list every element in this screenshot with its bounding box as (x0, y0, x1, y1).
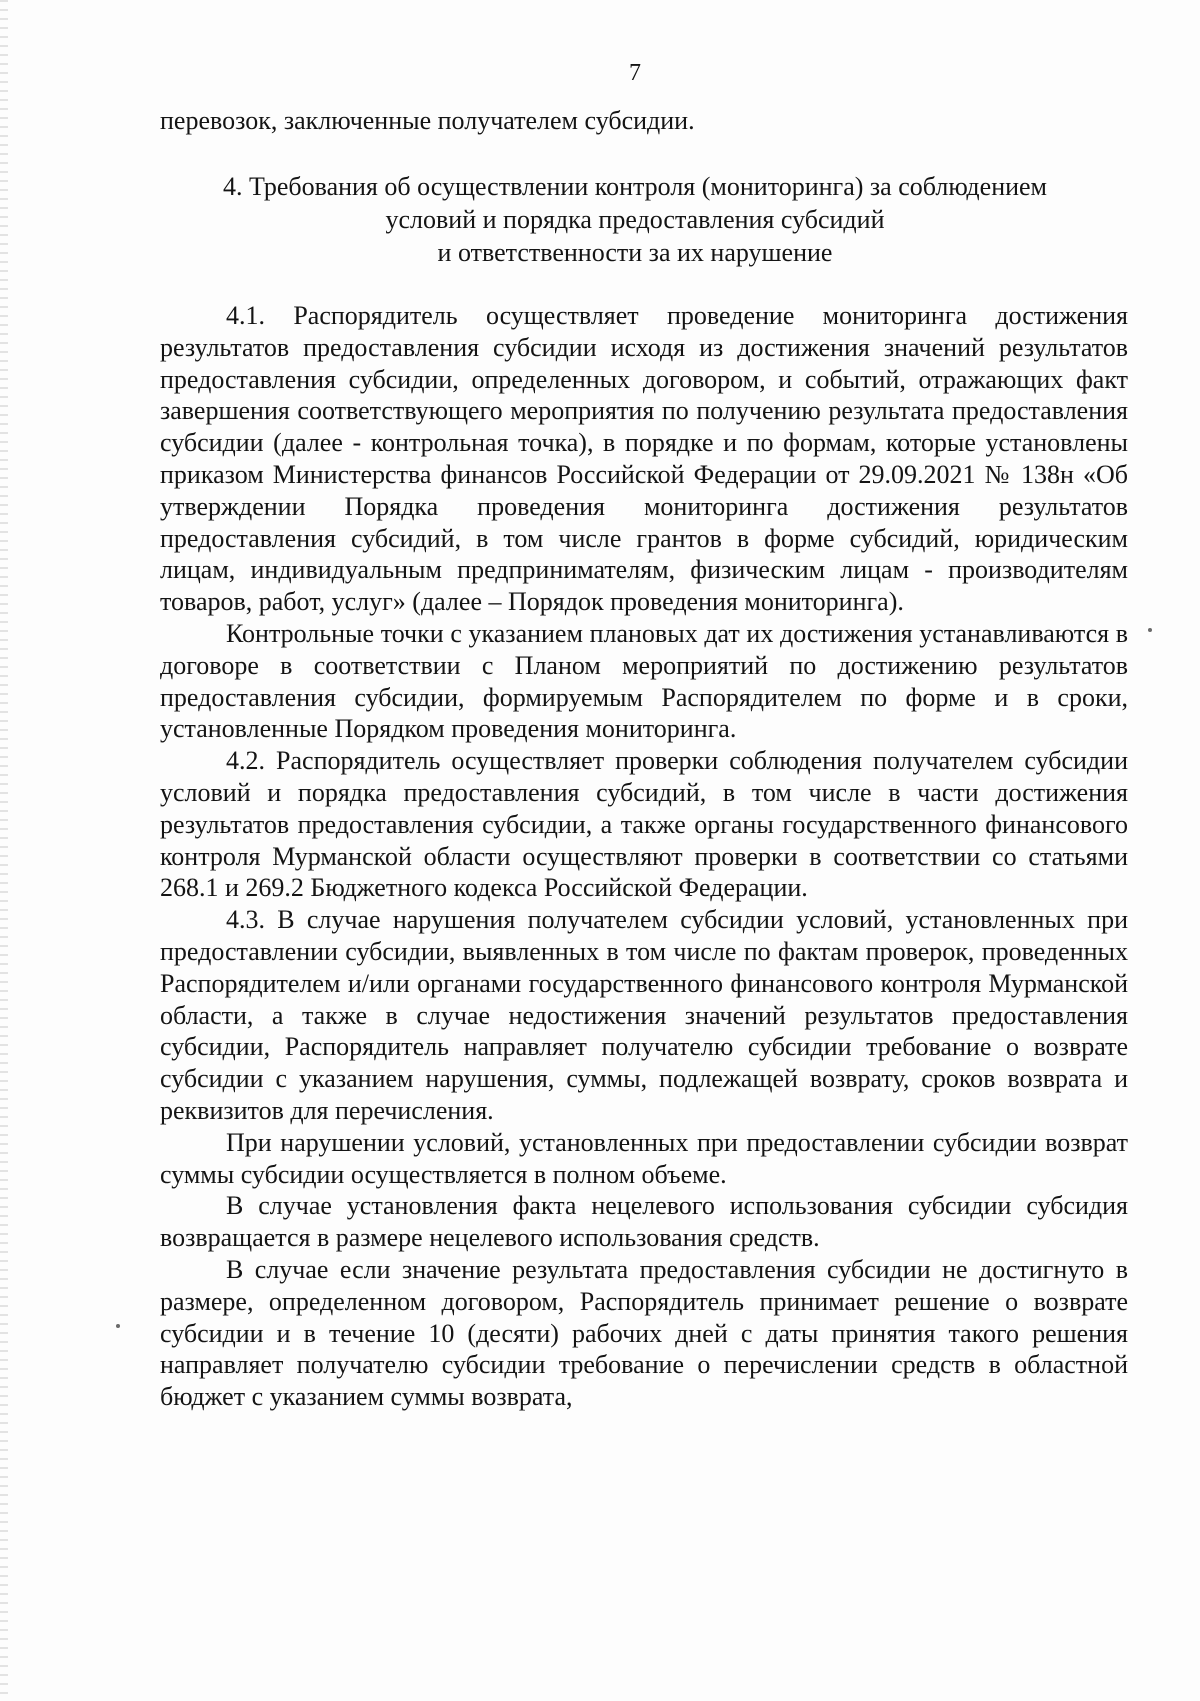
paragraph-4-3: 4.3. В случае нарушения получателем субсидии условий, установленных при предоставлении субсидии, выявленных в том числе по фактам проверок, проведенных Распорядителем и/или органами государственного финансового контроля Мурманской области, а также в случае недостижения значений результатов предоставления субсидии, Распорядитель направляет получателю субсидии требование о возврате субсидии с указанием нарушения, суммы, подлежащей возврату, сроков возврата и реквизитов для перечисления. (160, 905, 1128, 1125)
section-heading-line-1: 4. Требования об осуществлении контроля (мониторинга) за соблюдением (222, 172, 1048, 201)
page-number: 7 (629, 60, 641, 86)
carried-over-line: перевозок, заключенные получателем субсидии. (160, 106, 695, 135)
section-heading-line-2: условий и порядка предоставления субсидий (385, 205, 885, 234)
paragraph-4-1: 4.1. Распорядитель осуществляет проведение мониторинга достижения результатов предоставления субсидии исходя из достижения значений результатов предоставления субсидии, определенных договором, и событий, отражающих факт завершения соответствующего мероприятия по получению результата предоставления субсидии (далее - контрольная точка), в порядке и по формам, которые установлены приказом Министерства финансов Российской Федерации от 29.09.2021 № 138н «Об утверждении Порядка проведения мониторинга достижения результатов предоставления субсидий, в том числе грантов в форме субсидий, юридическим лицам, индивидуальным предпринимателям, физическим лицам - производителям товаров, работ, услуг» (далее – Порядок проведения мониторинга). (160, 301, 1128, 617)
body-text (160, 300, 1128, 1413)
section-heading (140, 170, 1130, 269)
paragraph-result-not-achieved: В случае если значение результата предоставления субсидии не достигнуто в размере, определенном договором, Распорядитель принимает решение о возврате субсидии и в течение 10 (десяти) рабочих дней с даты принятия такого решения направляет получателю субсидии требование о перечислении средств в областной бюджет с указанием суммы возврата, (160, 1254, 1128, 1412)
paragraph-control-points: Контрольные точки с указанием плановых дат их достижения устанавливаются в договоре в соответствии с Планом мероприятий по достижению результатов предоставления субсидии, формируемым Распорядителем по форме и в сроки, установленные Порядком проведения мониторинга. (160, 618, 1128, 744)
paragraph-violation-return: При нарушении условий, установленных при предоставлении субсидии возврат суммы субсидии осуществляется в полном объеме. (160, 1127, 1128, 1189)
scan-speck (116, 1324, 120, 1328)
paragraph-4-2: 4.2. Распорядитель осуществляет проверки соблюдения получателем субсидии условий и порядка предоставления субсидий, в том числе в части достижения результатов предоставления субсидии, а также органы государственного финансового контроля Мурманской области осуществляют проверки в соответствии со статьями 268.1 и 269.2 Бюджетного кодекса Российской Федерации. (160, 746, 1128, 903)
scan-speck (1148, 628, 1152, 632)
section-heading-line-3: и ответственности за их нарушение (437, 238, 833, 267)
paragraph-misuse-return: В случае установления факта нецелевого использования субсидии субсидия возвращается в размере нецелевого использования средств. (160, 1191, 1128, 1253)
scan-edge-artifact (0, 0, 8, 1701)
